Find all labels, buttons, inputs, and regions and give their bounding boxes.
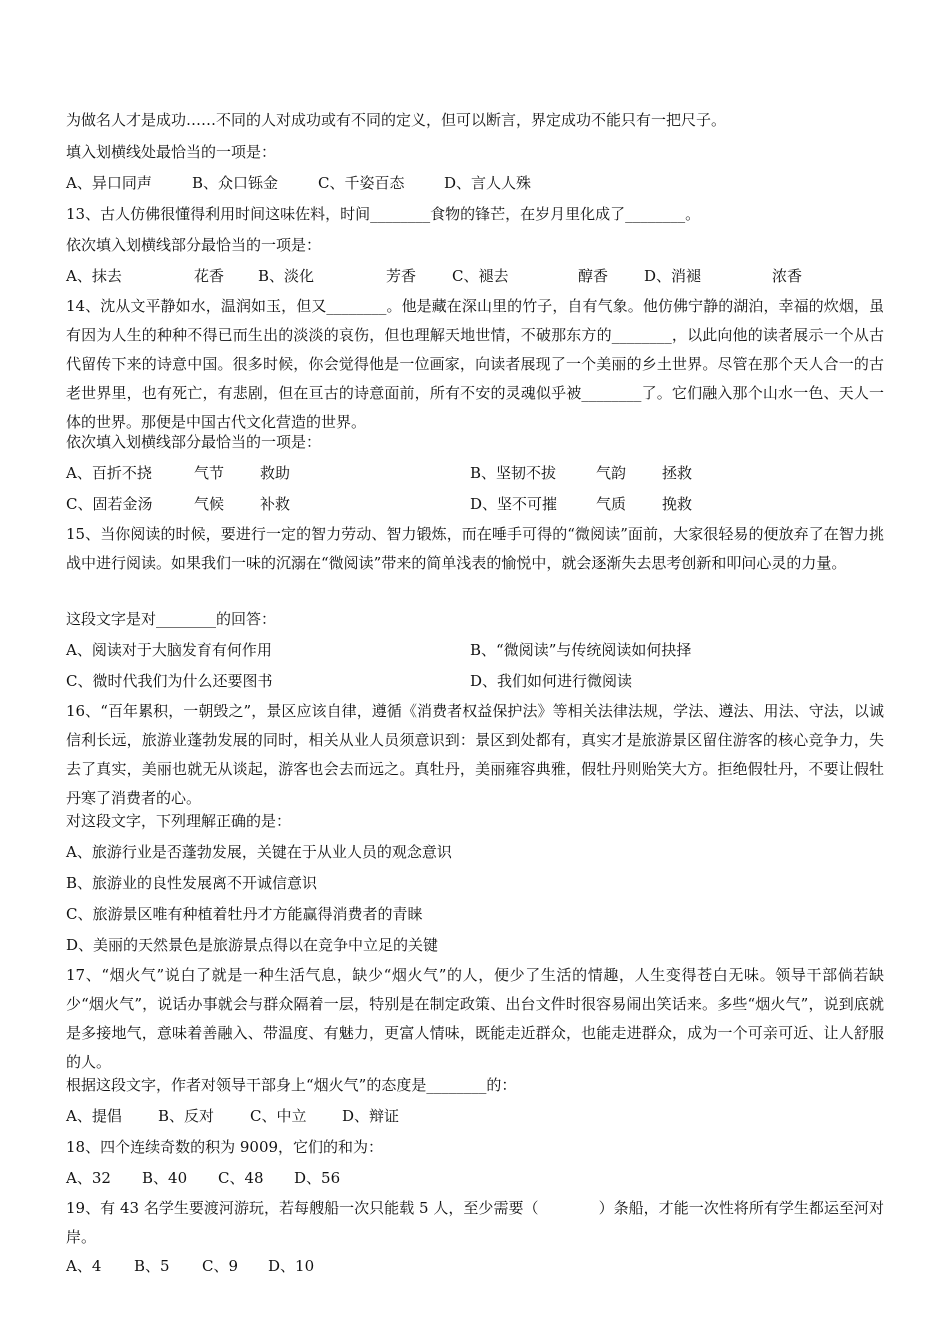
- q19-option-b: B、5: [134, 1257, 170, 1275]
- q18-option-d: D、56: [294, 1169, 341, 1187]
- q18-option-b: B、40: [142, 1169, 188, 1187]
- q17-prompt: 根据这段文字，作者对领导干部身上“烟火气”的态度是________的：: [66, 1076, 517, 1094]
- continued-text-line: 为做名人才是成功……不同的人对成功或有不同的定义，但可以断言，界定成功不能只有一把尺子。: [66, 111, 727, 129]
- q19-option-d: D、10: [268, 1257, 315, 1275]
- q18-option-c: C、48: [218, 1169, 264, 1187]
- q18-stem: 18、四个连续奇数的积为 9009，它们的和为：: [66, 1138, 384, 1156]
- q14-option-c-word1: C、固若金汤: [66, 495, 153, 513]
- q12-prompt: 填入划横线处最恰当的一项是：: [66, 143, 277, 161]
- q12-option-a: A、异口同声: [66, 174, 152, 192]
- q13-option-c-word1: C、褪去: [452, 267, 509, 285]
- q15-option-b: B、“微阅读”与传统阅读如何抉择: [470, 641, 692, 659]
- q14-option-d-word1: D、坚不可摧: [470, 495, 558, 513]
- q17-option-a: A、提倡: [66, 1107, 122, 1125]
- q14-option-c-word2: 气候: [194, 495, 225, 513]
- q14-option-a-word2: 气节: [194, 464, 225, 482]
- q17-option-b: B、反对: [158, 1107, 215, 1125]
- q17-option-d: D、辩证: [342, 1107, 400, 1125]
- q13-stem: 13、古人仿佛很懂得利用时间这味佐料，时间________食物的锋芒，在岁月里化成了________。: [66, 205, 701, 223]
- q13-option-c-word2: 醇香: [578, 267, 609, 285]
- q14-option-d-word2: 气质: [596, 495, 627, 513]
- q14-option-b-word2: 气韵: [596, 464, 627, 482]
- q15-option-c: C、微时代我们为什么还要图书: [66, 672, 273, 690]
- q15-prompt: 这段文字是对________的回答：: [66, 610, 277, 628]
- q13-prompt: 依次填入划横线部分最恰当的一项是：: [66, 236, 322, 254]
- q17-option-c: C、中立: [250, 1107, 307, 1125]
- q16-option-a: A、旅游行业是否蓬勃发展，关键在于从业人员的观念意识: [66, 843, 452, 861]
- q14-stem: 14、沈从文平静如水，温润如玉，但又________。他是藏在深山里的竹子，自有气象。他仿佛宁静的湖泊，幸福的炊烟，虽有因为人生的种种不得已而生出的淡淡的哀伤，但也理解天地世情，不破那东方的________，以此向他的读者展示一个从古代留传下来的诗意中国。很多时候，你会觉得他是一位画家，向读者展现了一个美丽的乡土世界。尽管在那个天人合一的古老世界里，也有死亡，有悲剧，但在亘古的诗意面前，所有不安的灵魂似乎被________了。它们融入那个山水一色、天人一体的世界。那便是中国古代文化营造的世界。: [66, 297, 884, 431]
- q13-option-d-word1: D、消褪: [644, 267, 702, 285]
- q14-option-b-word3: 拯救: [662, 464, 693, 482]
- q13-option-a-word1: A、抹去: [66, 267, 122, 285]
- q14-prompt: 依次填入划横线部分最恰当的一项是：: [66, 433, 322, 451]
- q16-option-d: D、美丽的天然景色是旅游景点得以在竞争中立足的关键: [66, 936, 439, 954]
- q14-option-a-word3: 救助: [260, 464, 291, 482]
- q19-stem: 19、有 43 名学生要渡河游玩，若每艘船一次只能载 5 人，至少需要（ ）条船，才能一次性将所有学生都运至河对岸。: [66, 1199, 884, 1246]
- q15-option-a: A、阅读对于大脑发育有何作用: [66, 641, 272, 659]
- q15-stem: 15、当你阅读的时候，要进行一定的智力劳动、智力锻炼，而在唾手可得的“微阅读”面前，大家很轻易的便放弃了在智力挑战中进行阅读。如果我们一味的沉溺在“微阅读”带来的简单浅表的愉悦中，就会逐渐失去思考创新和叩问心灵的力量。: [66, 525, 884, 572]
- q15-option-d: D、我们如何进行微阅读: [470, 672, 633, 690]
- q19-option-a: A、4: [66, 1257, 102, 1275]
- q12-option-d: D、言人人殊: [444, 174, 532, 192]
- q14-option-d-word3: 挽救: [662, 495, 693, 513]
- q16-option-b: B、旅游业的良性发展离不开诚信意识: [66, 874, 318, 892]
- q16-prompt: 对这段文字，下列理解正确的是：: [66, 812, 292, 830]
- q18-option-a: A、32: [66, 1169, 111, 1187]
- q13-option-a-word2: 花香: [194, 267, 225, 285]
- q12-option-b: B、众口铄金: [192, 174, 279, 192]
- q13-option-b-word2: 芳香: [386, 267, 417, 285]
- q13-option-d-word2: 浓香: [772, 267, 803, 285]
- q19-option-c: C、9: [202, 1257, 239, 1275]
- q16-option-c: C、旅游景区唯有种植着牡丹才方能赢得消费者的青睐: [66, 905, 423, 923]
- q12-option-c: C、千姿百态: [318, 174, 405, 192]
- q14-option-b-word1: B、坚韧不拔: [470, 464, 557, 482]
- q14-option-a-word1: A、百折不挠: [66, 464, 152, 482]
- q13-option-b-word1: B、淡化: [258, 267, 315, 285]
- q17-stem: 17、“烟火气”说白了就是一种生活气息，缺少“烟火气”的人，便少了生活的情趣，人生变得苍白无味。领导干部倘若缺少“烟火气”，说话办事就会与群众隔着一层，特别是在制定政策、出台文件时很容易闹出笑话来。多些“烟火气”，说到底就是多接地气，意味着善融入、带温度、有魅力，更富人情味，既能走近群众，也能走进群众，成为一个可亲可近、让人舒服的人。: [66, 966, 884, 1071]
- q14-option-c-word3: 补救: [260, 495, 291, 513]
- q16-stem: 16、“百年累积，一朝毁之”，景区应该自律，遵循《消费者权益保护法》等相关法律法规，学法、遵法、用法、守法，以诚信利长远，旅游业蓬勃发展的同时，相关从业人员须意识到：景区到处都有，真实才是旅游景区留住游客的核心竞争力，失去了真实，美丽也就无从谈起，游客也会去而远之。真牡丹，美丽雍容典雅，假牡丹则贻笑大方。拒绝假牡丹，不要让假牡丹寒了消费者的心。: [66, 702, 884, 807]
